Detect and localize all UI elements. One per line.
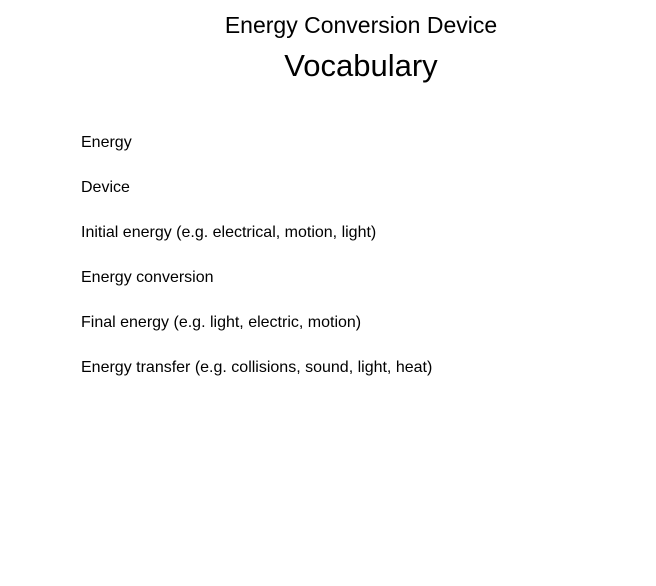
- vocab-term-initial-energy: Initial energy (e.g. electrical, motion, light): [81, 224, 377, 241]
- vocab-term-energy-conversion: Energy conversion: [81, 269, 214, 286]
- vocab-term-final-energy: Final energy (e.g. light, electric, motion): [81, 314, 362, 331]
- vocab-term-energy-transfer: Energy transfer (e.g. collisions, sound, light, heat): [81, 359, 433, 376]
- vocabulary-list: [81, 132, 432, 402]
- page-title: Vocabulary: [284, 48, 438, 83]
- vocab-term-energy: Energy: [81, 134, 132, 151]
- document-subtitle: Energy Conversion Device: [224, 12, 498, 38]
- vocab-term-device: Device: [81, 179, 130, 196]
